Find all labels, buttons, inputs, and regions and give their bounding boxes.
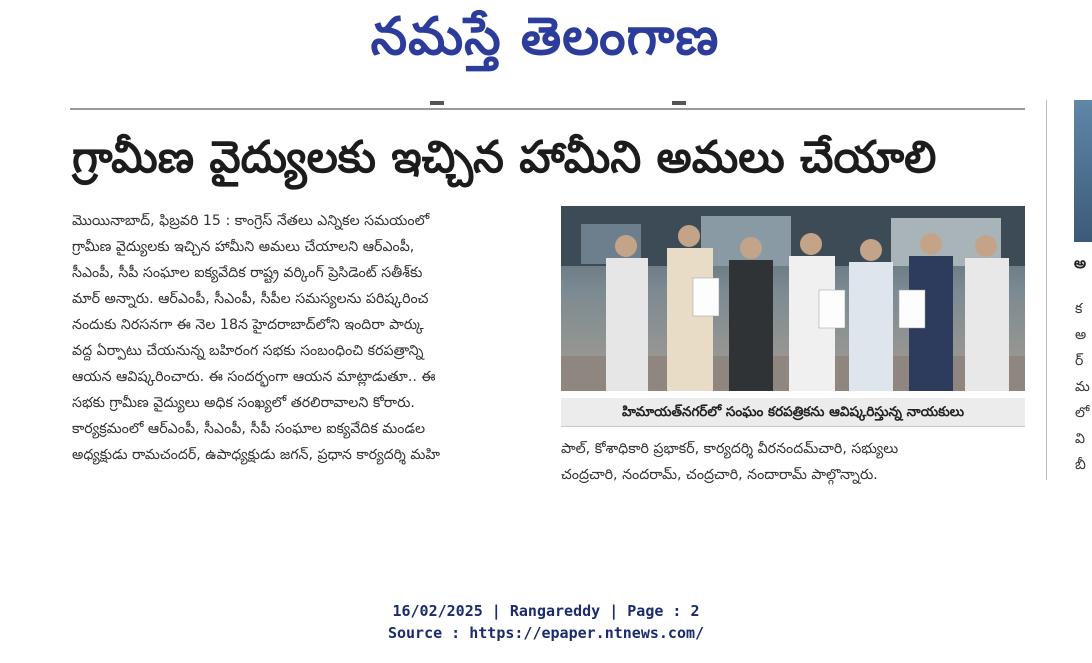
news-photo [561, 206, 1025, 391]
article-headline: గ్రామీణ వైద్యులకు ఇచ్చిన హామీని అమలు చేయాలి [72, 132, 937, 183]
article-line: వద్ద ఏర్పాటు చేయనున్న బహిరంగ సభకు సంబంధించి కరపత్రాన్ని [72, 343, 424, 359]
article-continuation [561, 436, 1027, 488]
source-link[interactable]: Source : https://epaper.ntnews.com/ [387, 624, 705, 642]
article-line: గ్రామీణ వైద్యులకు ఇచ్చిన హామీని అమలు చేయాలని ఆర్ఎంపీ, [72, 239, 415, 255]
side-article-line: క [1075, 301, 1083, 317]
edition-info: 16/02/2025 | Rangareddy | Page : 2 [392, 602, 700, 620]
article-line: నందుకు నిరసనగా ఈ నెల 18న హైదరాబాద్‌లోని ఇందిరా పార్కు [72, 317, 424, 333]
side-article-line: మ [1075, 379, 1090, 395]
article-line: కార్యక్రమంలో ఆర్ఎంపీ, సీఎంపీ, సీపీ సంఘాల ఐక్యవేదిక మండల [72, 421, 426, 437]
article-line: సభకు గ్రామీణ వైద్యులు అధిక సంఖ్యలో తరలిరావాలని కోరారు. [72, 395, 415, 411]
side-article-line: బీ [1075, 457, 1086, 473]
side-article-line: లో [1075, 405, 1090, 421]
column-divider [1046, 100, 1047, 480]
article-line: సీఎంపీ, సీపీ సంఘాల ఐక్యవేదిక రాష్ట్ర వర్కింగ్ ప్రెసిడెంట్ సతీశ్‌కు [72, 265, 423, 281]
photo-illustration [561, 206, 1025, 391]
article-line: ఆయన ఆవిష్కరించారు. ఈ సందర్భంగా ఆయన మాట్లాడుతూ.. ఈ [72, 369, 436, 385]
newspaper-masthead: నమస్తే తెలంగాణ [370, 6, 720, 67]
article-line: అధ్యక్షుడు రామచందర్, ఉపాధ్యక్షుడు జగన్, ప్రధాన కార్యదర్శి మహి [72, 447, 440, 463]
article-body [72, 208, 536, 468]
side-article-photo [1074, 100, 1092, 242]
masthead-ornament-right [672, 101, 686, 105]
side-article-line: ర్ [1075, 353, 1084, 369]
masthead-ornament-left [430, 101, 444, 105]
article-line: మార్ అన్నారు. ఆర్ఎంపీ, సీఎంపీ, సీపీల సమస్యలను పరిష్కరించ [72, 291, 429, 307]
page-footer [0, 600, 1092, 644]
article-line: మొయినాబాద్, ఫిబ్రవరి 15 : కాంగ్రెస్ నేతలు ఎన్నికల సమయంలో [72, 213, 430, 229]
side-article-line: వి [1075, 431, 1085, 447]
article-line: చంద్రచారి, నందరామ్, చంద్రచారి, నందారామ్ పాల్గొన్నారు. [561, 467, 878, 483]
masthead-divider [70, 108, 1025, 110]
article-line: పాల్, కోశాధికారి ప్రభాకర్, కార్యదర్శి వీరనందమ్‌చారి, సభ్యులు [561, 441, 899, 457]
side-article-heading: అ [1074, 254, 1087, 272]
side-article-line: అ [1075, 327, 1087, 343]
side-article-text [1075, 296, 1092, 478]
photo-caption: హిమాయత్‌నగర్‌లో సంఘం కరపత్రికను ఆవిష్కరిస్తున్న నాయకులు [561, 398, 1025, 427]
